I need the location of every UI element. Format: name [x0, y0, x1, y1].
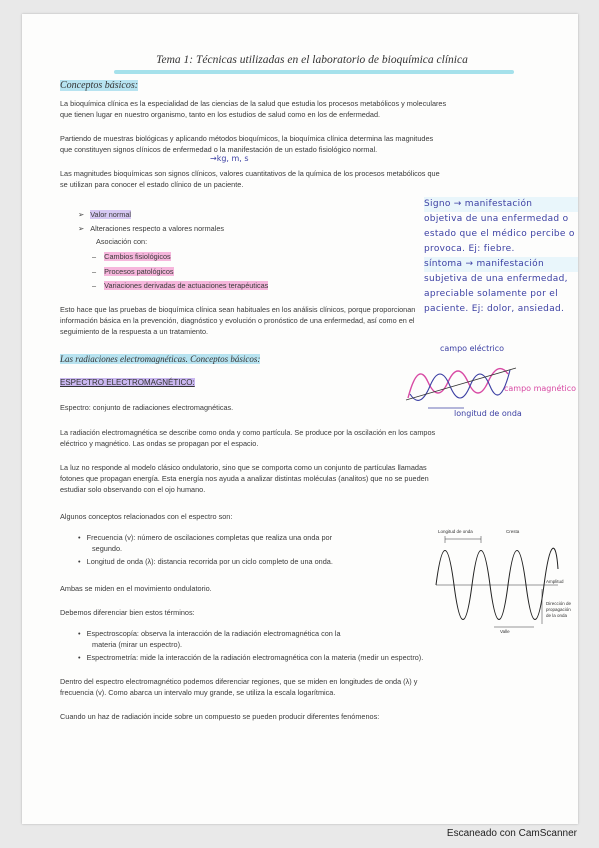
- paragraph-10a: Dentro del espectro electromagnético podemos diferenciar regiones, que se miden en longitudes de onda (λ) y: [60, 677, 418, 686]
- dash-variaciones: – Variaciones derivadas de actuaciones terapéuticas: [92, 281, 269, 290]
- paragraph-5b: eléctrico y magnético. Las ondas se propagan por el espacio.: [60, 439, 259, 448]
- handwritten-campo-magnetico: campo magnético: [504, 384, 577, 393]
- paragraph-2a: Partiendo de muestras biológicas y aplicando métodos bioquímicos, la bioquímica clínica determina las magnitudes: [60, 134, 434, 143]
- paragraph-5a: La radiación electromagnética se describe como onda y como partícula. Se produce por la oscilación en los campos: [60, 428, 436, 437]
- label-direccion: Dirección de propagación de la onda: [546, 601, 572, 618]
- dash-procesos: – Procesos patológicos: [92, 267, 174, 276]
- section-conceptos-basicos: Conceptos básicos:: [60, 80, 139, 91]
- paragraph-6c: estudiar solo observando con el ojo humano.: [60, 485, 206, 494]
- bullet-frecuencia: • Frecuencia (v): número de oscilaciones completas que realiza una onda por: [78, 533, 333, 542]
- paragraph-6b: fotones que propagan energía. Esta energía nos ayuda a analizar distintas moléculas (analitos) que no se pueden: [60, 474, 429, 483]
- asociacion-label: Asociación con:: [96, 237, 148, 246]
- bullet-alteraciones: ➢ Alteraciones respecto a valores normales: [78, 224, 225, 233]
- label-valle: Valle: [500, 629, 510, 634]
- paragraph-3a: Las magnitudes bioquímicas son signos clínicos, valores cuantitativos de la química de los procesos metabólicos que: [60, 169, 440, 178]
- label-cresta: Cresta: [506, 529, 520, 534]
- paragraph-11: Cuando un haz de radiación incide sobre un compuesto se pueden producir diferentes fenómenos:: [60, 712, 380, 721]
- bullet-longitud-onda: • Longitud de onda (λ): distancia recorrida por un ciclo completo de una onda.: [78, 557, 333, 566]
- handwritten-longitud-onda: longitud de onda: [454, 409, 522, 418]
- camscanner-footer: Escaneado con CamScanner: [446, 828, 577, 839]
- wave-diagram: [434, 529, 578, 639]
- section-radiaciones: Las radiaciones electromagnéticas. Conceptos básicos:: [60, 354, 261, 364]
- handwritten-wave-sketch: [404, 350, 524, 414]
- label-amplitud: Amplitud: [546, 579, 564, 584]
- paragraph-1b: que tienen lugar en nuestro organismo, tanto en los estudios de salud como en los de enfermedad.: [60, 110, 381, 119]
- paragraph-4c: seguimiento de la respuesta a un tratamiento.: [60, 327, 209, 336]
- paragraph-9: Debemos diferenciar bien estos términos:: [60, 608, 195, 617]
- paragraph-6a: La luz no responde al modelo clásico ondulatorio, sino que se comporta como un conjunto de partículas llamadas: [60, 463, 427, 472]
- paragraph-7: Algunos conceptos relacionados con el espectro son:: [60, 512, 233, 521]
- page-title: Tema 1: Técnicas utilizadas en el laboratorio de bioquímica clínica: [156, 54, 468, 66]
- handwritten-units: →kg, m, s: [210, 154, 249, 163]
- handwritten-campo-electrico: campo eléctrico: [440, 344, 505, 353]
- bullet-frecuencia-cont: segundo.: [92, 544, 123, 553]
- title-highlight: [114, 70, 514, 74]
- label-longitud-onda: Longitud de onda: [438, 529, 473, 534]
- paragraph-10b: frecuencia (v). Como abarca un intervalo muy grande, se utiliza la escala logarítmica.: [60, 688, 336, 697]
- section-espectro: ESPECTRO ELECTROMAGNÉTICO:: [60, 378, 195, 387]
- paragraph-1a: La bioquímica clínica es la especialidad de las ciencias de la salud que estudia los procesos metabólicos y moleculares: [60, 99, 447, 108]
- bullet-espectrometria: • Espectrometría: mide la interacción de la radiación electromagnética con la materia (medir un espectro).: [78, 653, 424, 662]
- paragraph-3b: se utilizan para conocer el estado clínico de un paciente.: [60, 180, 244, 189]
- dash-cambios: – Cambios fisiológicos: [92, 252, 171, 261]
- paragraph-2b: que constituyen signos clínicos de enfermedad o la manifestación de un estado fisiológico normal.: [60, 145, 378, 154]
- paragraph-4b: información básica en la prevención, diagnóstico y evolución o pronóstico de una enfermedad, así como en el: [60, 316, 415, 325]
- scanned-page: [22, 14, 578, 824]
- bullet-valor-normal: ➢ Valor normal: [78, 210, 132, 219]
- paragraph-4a: Esto hace que las pruebas de bioquímica clínica sean habituales en los análisis clínicos, porque proporcionan: [60, 305, 416, 314]
- paragraph-8: Ambas se miden en el movimiento ondulatorio.: [60, 584, 212, 593]
- bullet-espectroscopia-cont: materia (mirar un espectro).: [92, 640, 183, 649]
- handwritten-note-signo-sintoma: Signo → manifestación objetiva de una enfermedad o estado que el médico percibe o provoca. Ej: fiebre. síntoma → manifestación subjetiva de una enfermedad, apreciable solamente por el paciente. Ej: dolor, ansiedad.: [424, 197, 578, 312]
- paragraph-espectro: Espectro: conjunto de radiaciones electromagnéticas.: [60, 403, 234, 412]
- bullet-espectroscopia: • Espectroscopía: observa la interacción de la radiación electromagnética con la: [78, 629, 341, 638]
